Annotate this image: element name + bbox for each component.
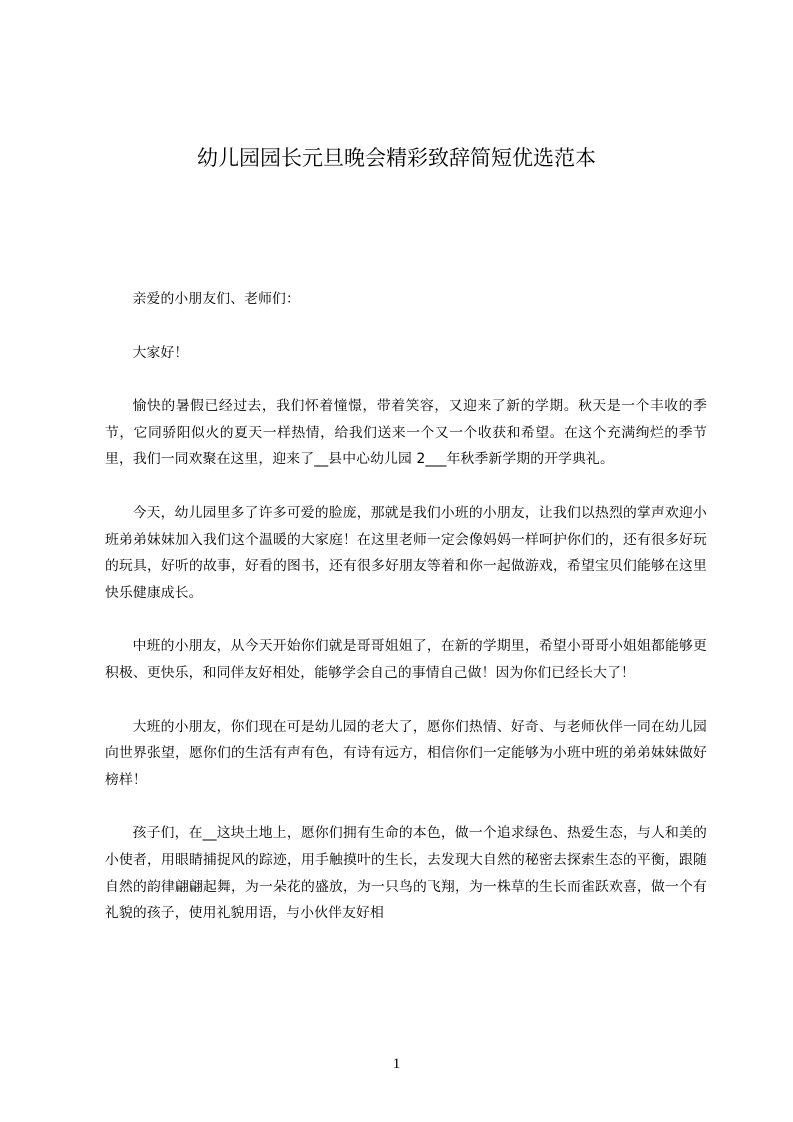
page-number: 1 xyxy=(392,1056,401,1072)
body-paragraph-4: 大班的小朋友，你们现在可是幼儿园的老大了，愿你们热情、好奇、与老师伙伴一同在幼儿园向世界张望，愿你们的生活有声有色，有诗有远方，相信你们一定能够为小班中班的弟弟妹妹做好榜样！ xyxy=(105,718,707,788)
salutation-paragraph: 亲爱的小朋友们、老师们： xyxy=(132,291,300,307)
body-paragraph-1: 愉快的暑假已经过去，我们怀着憧憬，带着笑容，又迎来了新的学期。秋天是一个丰收的季节，它同骄阳似火的夏天一样热情，给我们送来一个又一个收获和希望。在这个充满绚烂的季节里，我们一同欢聚在这里，迎来了__县中心幼儿园 2___年秋季新学期的开学典礼。 xyxy=(105,398,707,468)
document-body xyxy=(105,286,707,954)
body-paragraph-3: 中班的小朋友，从今天开始你们就是哥哥姐姐了，在新的学期里，希望小哥哥小姐姐都能够更积极、更快乐，和同伴友好相处，能够学会自己的事情自己做！因为你们已经长大了！ xyxy=(105,638,707,681)
body-paragraph-5: 孩子们，在__这块土地上，愿你们拥有生命的本色，做一个追求绿色、热爱生态，与人和美的小使者，用眼睛捕捉风的踪迹，用手触摸叶的生长，去发现大自然的秘密去探索生态的平衡，跟随自然的韵律翩翩起舞，为一朵花的盛放，为一只鸟的飞翔，为一株草的生长而雀跃欢喜，做一个有礼貌的孩子，使用礼貌用语，与小伙伴友好相 xyxy=(105,825,707,922)
body-paragraph-2: 今天，幼儿园里多了许多可爱的脸庞，那就是我们小班的小朋友，让我们以热烈的掌声欢迎小班弟弟妹妹加入我们这个温暖的大家庭！在这里老师一定会像妈妈一样呵护你们的，还有很多好玩的玩具，好听的故事，好看的图书，还有很多好朋友等着和你一起做游戏，希望宝贝们能够在这里快乐健康成长。 xyxy=(105,504,707,601)
greeting-paragraph: 大家好！ xyxy=(132,344,189,361)
document-title: 幼儿园园长元旦晚会精彩致辞简短优选范本 xyxy=(197,146,596,170)
